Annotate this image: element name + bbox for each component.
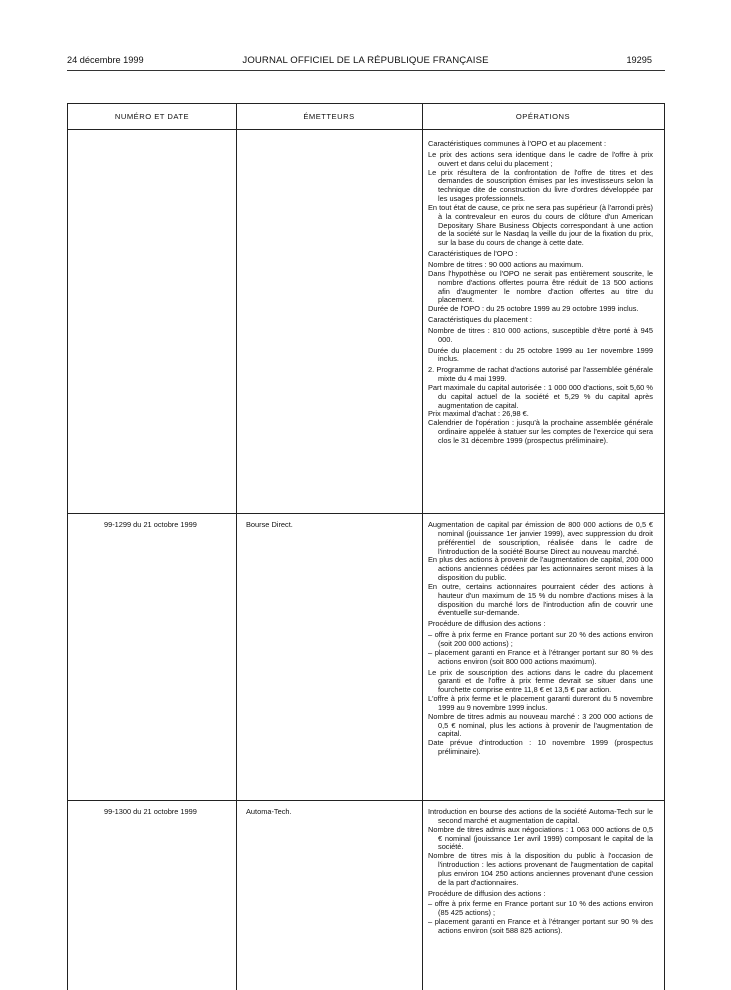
operation-paragraph: En plus des actions à provenir de l'augmentation de capital, 200 000 actions anciennes cédées par les actionnaires seront mises à la disposition du public.	[428, 555, 653, 583]
header-rule	[67, 70, 665, 71]
operation-paragraph: Caractéristiques du placement :	[428, 315, 532, 325]
operation-paragraph: Part maximale du capital autorisée : 1 000 000 d'actions, soit 5,60 % du capital actuel de la société et 5,29 % du capital après augmentation de capital.	[428, 382, 653, 410]
column-header-operations: OPÉRATIONS	[515, 112, 571, 121]
column-header-number-date: NUMÉRO ET DATE	[114, 112, 190, 121]
operation-paragraph: – offre à prix ferme en France portant sur 20 % des actions environ (soit 200 000 actions) ;	[428, 630, 653, 648]
operation-paragraph: En outre, certains actionnaires pourraient céder des actions à hauteur d'un maximum de 15 % du nombre d'actions mises à la disposition du marché lors de l'introduction afin de couvrir une éventuelle sur-demande.	[428, 581, 653, 618]
row-separator	[68, 513, 664, 514]
entry-number-date: 99-1299 du 21 octobre 1999	[104, 520, 197, 529]
journal-title: JOURNAL OFFICIEL DE LA RÉPUBLIQUE FRANÇAISE	[242, 55, 489, 66]
operation-paragraph: Durée du placement : du 25 octobre 1999 au 1er novembre 1999 inclus.	[428, 345, 653, 364]
operation-paragraph: Prix maximal d'achat : 26,98 €.	[428, 409, 529, 419]
operation-paragraph: Durée de l'OPO : du 25 octobre 1999 au 29 octobre 1999 inclus.	[428, 304, 639, 314]
operation-paragraph: Calendrier de l'opération : jusqu'à la prochaine assemblée générale ordinaire appelée à statuer sur les comptes de l'exercice qui sera clos le 31 décembre 1999 (prospectus préliminaire).	[428, 418, 653, 445]
column-header-issuers: ÉMETTEURS	[303, 112, 355, 121]
operation-paragraph: Procédure de diffusion des actions :	[428, 888, 546, 898]
operation-paragraph: 2. Programme de rachat d'actions autorisé par l'assemblée générale mixte du 4 mai 1999.	[428, 365, 653, 384]
operation-paragraph: Nombre de titres admis au nouveau marché : 3 200 000 actions de 0,5 € nominal, plus les actions à provenir de l'augmentation de capital.	[428, 711, 653, 739]
operation-paragraph: Le prix des actions sera identique dans le cadre de l'offre à prix ouvert et dans celui du placement ;	[428, 149, 653, 168]
operation-paragraph: En tout état de cause, ce prix ne sera pas supérieur (à l'arrondi près) à la contrevaleur en euros du cours de clôture d'un American Depositary Share Business Objects correspondant à une action de la société sur le Nasdaq la veille du jour de la fixation du prix, sur la base du cours de change à cette date.	[428, 202, 653, 248]
operations-cell	[428, 808, 653, 938]
operation-paragraph: – placement garanti en France et à l'étranger portant sur 90 % des actions environ (soit 588 825 actions).	[428, 917, 653, 935]
operation-paragraph: Date prévue d'introduction : 10 novembre 1999 (prospectus préliminaire).	[428, 738, 653, 757]
operations-table	[67, 103, 665, 990]
operations-cell	[428, 140, 653, 448]
operation-paragraph: Nombre de titres : 810 000 actions, susceptible d'être porté à 945 000.	[428, 325, 653, 344]
entry-issuer: Automa-Tech.	[246, 807, 292, 816]
header-date: 24 décembre 1999	[67, 55, 144, 65]
operation-paragraph: Le prix résultera de la confrontation de l'offre de titres et des demandes de souscription émises par les investisseurs selon la technique dite de construction du livre d'ordres développée par les usages professionnels.	[428, 167, 653, 204]
header-row-rule	[68, 129, 664, 130]
entry-issuer: Bourse Direct.	[246, 520, 293, 529]
operation-paragraph: Nombre de titres : 90 000 actions au maximum.	[428, 259, 584, 269]
operation-paragraph: Nombre de titres mis à la disposition du public à l'occasion de l'introduction : les actions provenant de l'augmentation de capital plus environ 104 250 actions anciennes provenant d'une cession de la part d'actionnaires.	[428, 851, 653, 887]
operation-paragraph: Dans l'hypothèse ou l'OPO ne serait pas entièrement souscrite, le nombre d'actions offertes pourra être réduit de 13 500 actions afin d'augmenter le nombre d'action offertes au titre du placement.	[428, 268, 653, 305]
operation-paragraph: Caractéristiques de l'OPO :	[428, 249, 518, 259]
operations-cell	[428, 521, 653, 759]
page-number: 19295	[626, 55, 652, 65]
column-divider	[236, 103, 237, 990]
operation-paragraph: Introduction en bourse des actions de la société Automa-Tech sur le second marché et augmentation de capital.	[428, 807, 653, 825]
table-top-rule	[68, 103, 664, 104]
operation-paragraph: Nombre de titres admis aux négociations : 1 063 000 actions de 0,5 € nominal (jouissance 1er avril 1999) composant le capital de la société.	[428, 824, 653, 852]
operation-paragraph: Augmentation de capital par émission de 800 000 actions de 0,5 € nominal (jouissance 1er janvier 1999), avec suppression du droit préférentiel de souscription, réalisée dans le cadre de l'introduction de la société Bourse Direct au nouveau marché.	[428, 520, 653, 556]
row-separator	[68, 800, 664, 801]
operation-paragraph: – placement garanti en France et à l'étranger portant sur 80 % des actions environ (soit 800 000 actions maximum).	[428, 647, 653, 666]
entry-number-date: 99-1300 du 21 octobre 1999	[104, 807, 197, 816]
operation-paragraph: Caractéristiques communes à l'OPO et au placement :	[428, 139, 607, 148]
operation-paragraph: L'offre à prix ferme et le placement garanti dureront du 5 novembre 1999 au 9 novembre 1999 inclus.	[428, 694, 653, 712]
operation-paragraph: – offre à prix ferme en France portant sur 10 % des actions environ (85 425 actions) ;	[428, 899, 653, 918]
column-divider	[422, 103, 423, 990]
operation-paragraph: Procédure de diffusion des actions :	[428, 619, 546, 629]
operation-paragraph: Le prix de souscription des actions dans le cadre du placement garanti et de l'offre à prix ferme devrait se situer dans une fourchette comprise entre 11,8 € et 13,5 € par action.	[428, 667, 653, 695]
